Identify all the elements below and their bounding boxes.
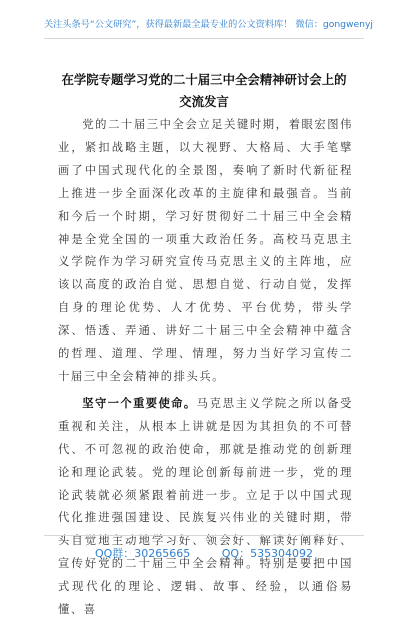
header-divider [44, 38, 364, 39]
paragraph-2-text: 马克思主义学院之所以备受重视和关注，从根本上讲就是因为其担负的不可替代、不可忽视的政治使命，那就是推动党的创新理论和理论武装。党的理论创新每前进一步，党的理论武装就必须紧跟着前进一步。立足于以中国式现代化推进强国建设、民族复兴伟业的关键时期，带头自觉地主动地学习好、领会好、解读好阐释好、宣传好党的二十届三中全会精神。特别是要把中国式现代化的理论、逻辑、故事、经验，以通俗易懂、喜 [58, 396, 353, 617]
header-note: 关注头条号“公文研究”，获得最新最全最专业的公文资料库！ 微信：gongwenyj [44, 19, 373, 30]
paragraph-2 [58, 393, 353, 622]
document-title: 在学院专题学习党的二十届三中全会精神研讨会上的交流发言 [61, 72, 347, 109]
footer [0, 545, 408, 563]
footer-qq: QQ：535304092 [221, 547, 314, 560]
paragraph-2-lead: 坚守一个重要使命。 [82, 396, 197, 410]
footer-divider [44, 535, 364, 536]
paragraph-1: 党的二十届三中全会立足关键时期，着眼宏图伟业，紧扣战略主题，以大视野、大格局、大手笔擘画了中国式现代化的全景图，奏响了新时代新征程上推进一步全面深化改革的主旋律和最强音。当前和今后一个时期，学习好贯彻好二十届三中全会精神是全党全国的一项重大政治任务。高校马克思主义学院作为学习研究宣传马克思主义的主阵地，应该以高度的政治自觉、思想自觉、行动自觉，发挥自身的理论优势、人才优势、平台优势，带头学深、悟透、弄通、讲好二十届三中全会精神中蕴含的哲理、道理、学理、情理，努力当好学习宣传二十届三中全会精神的排头兵。 [58, 118, 353, 383]
footer-qq-group: QQ群：30265665 [94, 547, 191, 560]
